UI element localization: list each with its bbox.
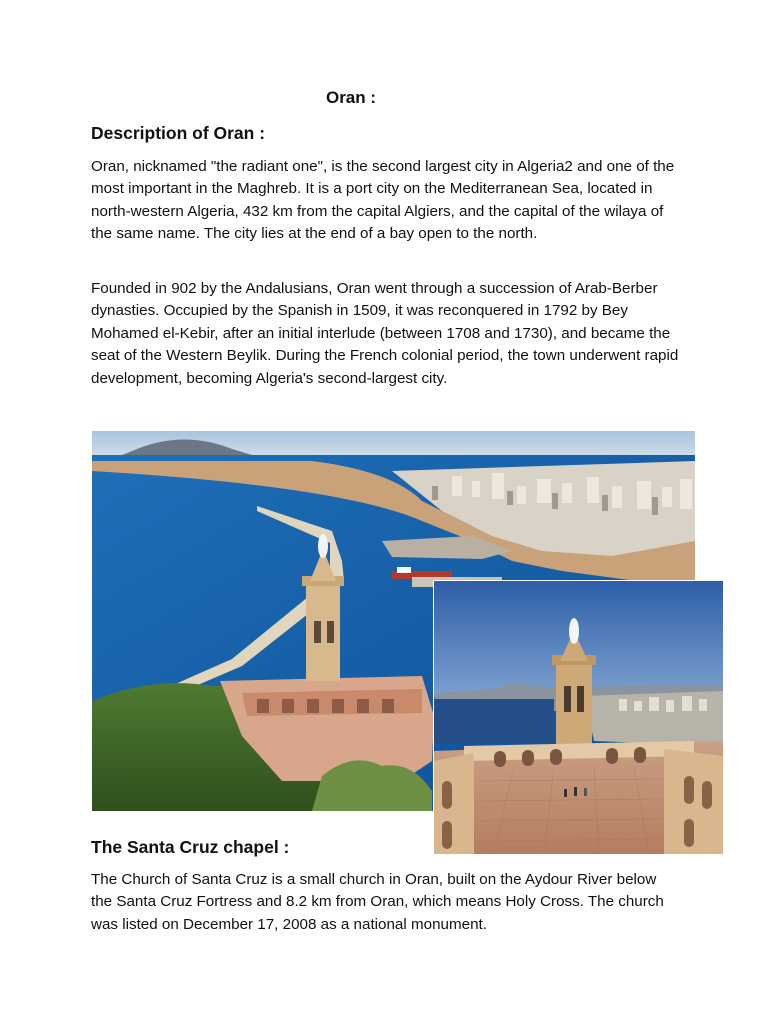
- page-title: Oran :: [325, 88, 377, 107]
- section-heading-description: Description of Oran :: [91, 123, 266, 143]
- section-heading-santa-cruz: The Santa Cruz chapel :: [91, 837, 290, 857]
- paragraph-description-2: Founded in 902 by the Andalusians, Oran went through a succession of Arab-Berber dynasties. Occupied by the Spanish in 1509, it was reconquered in 1792 by Bey Mohamed el-Kebir, after an initial interlude (between 1708 and 1730), and became the seat of the Western Beylik. During the French colonial period, the town underwent rapid development, becoming Algeria's second-largest city.: [91, 280, 679, 387]
- chapel-terrace-photo: [434, 581, 723, 854]
- paragraph-description-1: Oran, nicknamed "the radiant one", is the second largest city in Algeria2 and one of the most important in the Maghreb. It is a port city on the Mediterranean Sea, located in north-western Algeria, 432 km from the capital Algiers, and the capital of the wilaya of the same name. The city lies at the end of a bay open to the north.: [91, 158, 675, 243]
- paragraph-santa-cruz: The Church of Santa Cruz is a small church in Oran, built on the Aydour River below the Santa Cruz Fortress and 8.2 km from Oran, which means Holy Cross. The church was listed on December 17, 2008 as a national monument.: [91, 871, 664, 933]
